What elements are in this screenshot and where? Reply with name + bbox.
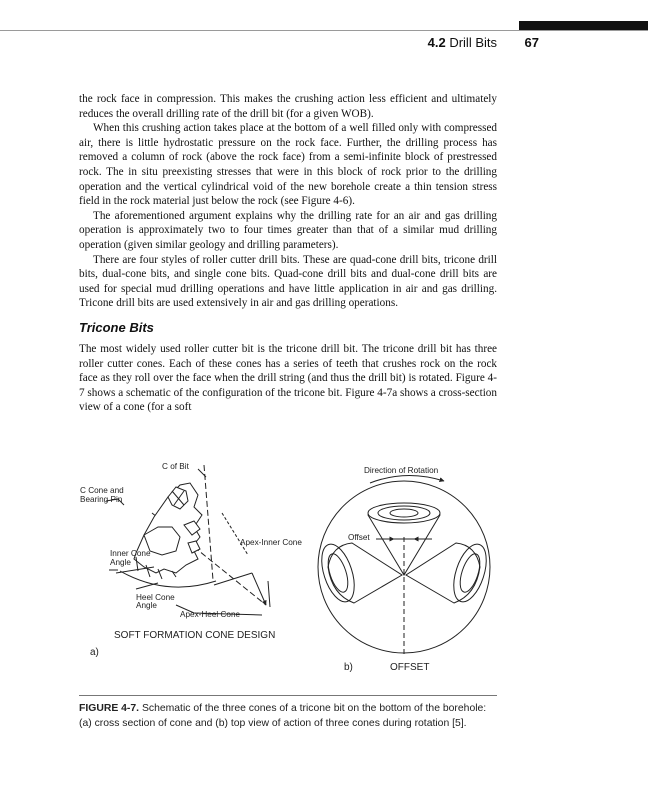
bearing-pin-label: Bearing Pin — [80, 495, 123, 504]
panel-b-drawing — [315, 475, 492, 655]
paragraph: When this crushing action takes place at the bottom of a well filled only with compressed air, there is little hydrostatic pressure on the rock face. Further, the drilling process has removed a column of rock (above the rock face) from a semi-infinite block of prestressed rock. The in situ preexisting stresses that were in this block of rock prior to the drilling operation and the vertical cylindrical void of the new borehole create a thin tension stress field in the rock material just below the rock (see Figure 4-6). — [79, 122, 497, 208]
running-head — [390, 35, 497, 50]
c-of-bit-label: C of Bit — [162, 462, 189, 471]
rotation-label: Direction of Rotation — [364, 466, 439, 475]
figure-rule — [79, 695, 497, 696]
heel-cone-label: Heel Cone — [136, 593, 175, 602]
offset-title: OFFSET — [390, 662, 430, 673]
header-bar — [519, 21, 648, 30]
body-text — [79, 92, 497, 415]
apex-heel-label: Apex-Heel Cone — [180, 610, 241, 619]
section-title: Drill Bits — [449, 35, 497, 50]
caption-text: Schematic of the three cones of a tricone bit on the bottom of the borehole: (a) cross section of cone and (b) top view of action of three cones during rotation [5]. — [79, 703, 487, 729]
caption-label: FIGURE 4-7. — [79, 703, 140, 714]
paragraph: There are four styles of roller cutter drill bits. These are quad-cone drill bits, tricone drill bits, dual-cone bits, and single cone bits. Quad-cone drill bits and dual-cone drill bits are used for special mud drilling operations and have little application in air and gas drilling. Tricone drill bits are used extensively in air and gas drilling operations. — [79, 253, 497, 310]
header-rule — [0, 30, 648, 31]
page-number: 67 — [524, 35, 539, 50]
panel-b-label: b) — [344, 662, 353, 673]
section-heading: Tricone Bits — [79, 319, 154, 335]
figure-caption — [79, 702, 497, 731]
apex-inner-label: Apex-Inner Cone — [240, 538, 302, 547]
inner-cone-label: Inner Cone — [110, 549, 151, 558]
offset-small-label: Offset — [348, 533, 370, 542]
paragraph: The most widely used roller cutter bit is the tricone drill bit. The tricone drill bit has three roller cutter cones. Each of these cones has a series of teeth that crushes rock on the rock face as they roll over the face when the drill string (and thus the drill bit) is rotated. Figure 4-7 shows a schematic of the configuration of the tricone bit. Figure 4-7a shows a cross-section view of a cone (for a soft — [79, 342, 497, 414]
paragraph: the rock face in compression. This makes the crushing action less efficient and ultimately reduces the overall drilling rate of the drill bit (for a given WOB). — [79, 93, 497, 120]
heel-angle-label: Angle — [136, 601, 157, 610]
paragraph: The aforementioned argument explains why the drilling rate for an air and gas drilling operation is approximately two to four times greater than that of a similar mud drilling operation (given similar geology and drilling parameters). — [79, 209, 497, 251]
panel-a-label: a) — [90, 647, 99, 658]
c-cone-label: C Cone and — [80, 486, 124, 495]
design-title: SOFT FORMATION CONE DESIGN — [114, 630, 276, 641]
inner-angle-label: Angle — [110, 558, 131, 567]
figure-4-7 — [76, 455, 496, 685]
section-number: 4.2 — [427, 35, 446, 50]
